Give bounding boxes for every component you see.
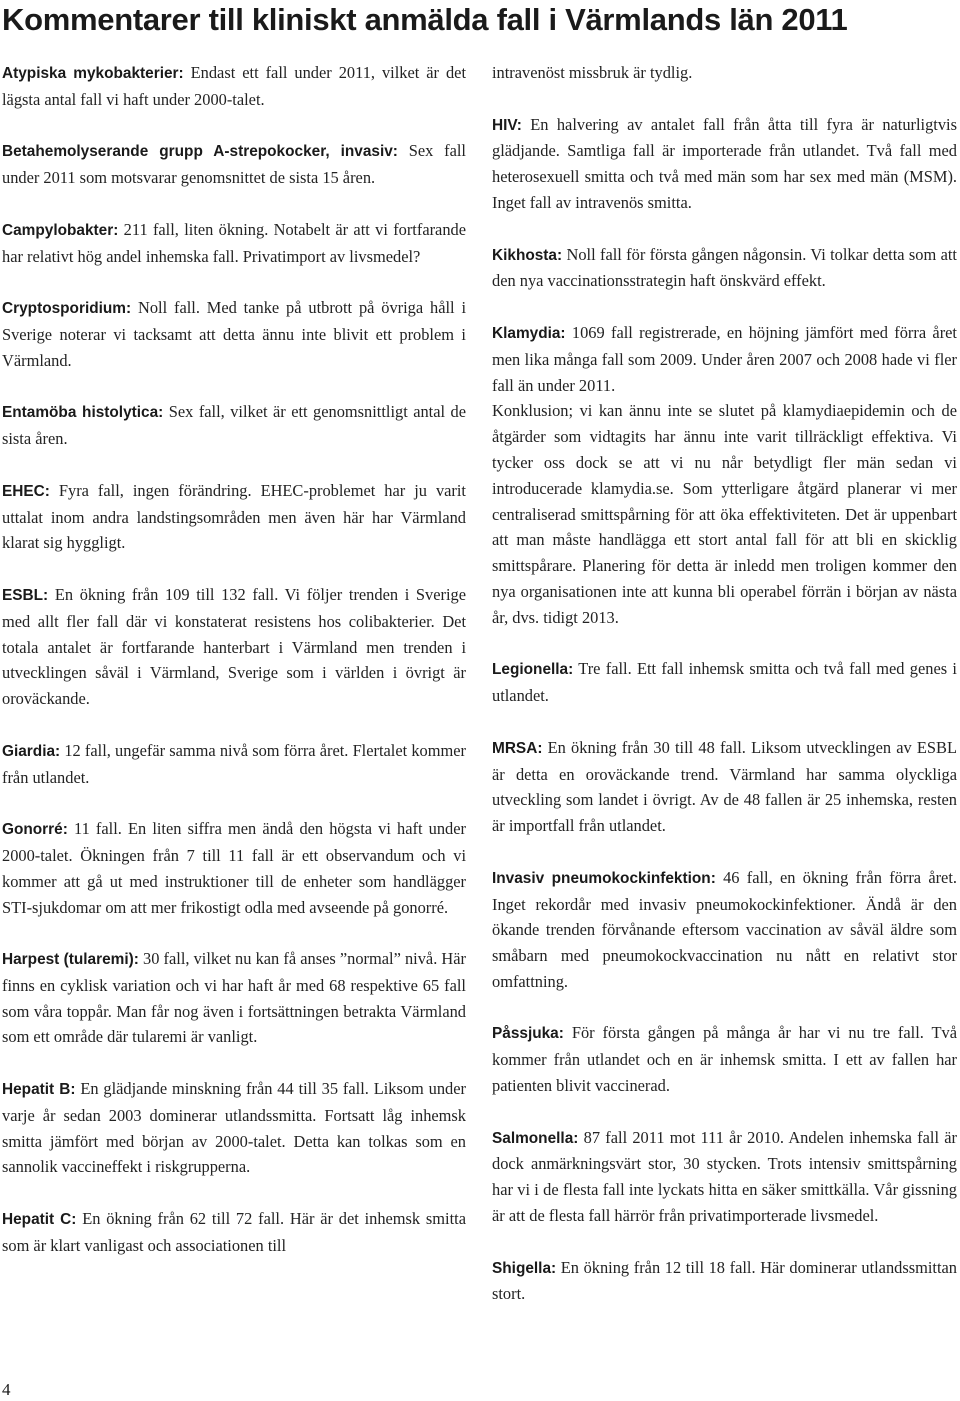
- entry-text: En ökning från 12 till 18 fall. Här dominerar utlandssmittan stort.: [492, 1257, 957, 1304]
- entry-text: intravenöst missbruk är tydlig.: [492, 63, 693, 82]
- entry-betahemolyserande-streptokocker: [2, 138, 466, 191]
- entry-heading: Giardia:: [2, 742, 61, 760]
- entry-text: Sex fall, vilket är ett genomsnittligt antal de sista åren.: [2, 402, 466, 449]
- entry-salmonella: [492, 1125, 957, 1229]
- entry-text: 12 fall, ungefär samma nivå som förra året. Flertalet kommer från utlandet.: [2, 740, 466, 787]
- entry-passjuka: [492, 1020, 957, 1098]
- entry-legionella: [492, 656, 957, 709]
- entry-text: 46 fall, en ökning från förra året. Inget rekordår med invasiv pneumokockinfektioner. Ändå är den ökande trenden förvånande eftersom vaccination av såväl äldre som småbarn med pneumokockvaccination nu nått en relativt stor omfattning.: [492, 867, 957, 991]
- entry-text: 11 fall. En liten siffra men ändå den högsta vi haft under 2000-talet. Ökningen från 7 till 11 fall är ett observandum och vi kommer att gå ut med instruktioner till de enheter som handlägger STI-sjukdomar om att mer frikostigt odla med avseende på gonorré.: [2, 819, 466, 917]
- entry-hepatit-c: [2, 1206, 466, 1259]
- page-number: 4: [2, 1380, 11, 1399]
- entry-hepatit-b: [2, 1076, 466, 1180]
- entry-campylobakter: [2, 217, 466, 270]
- entry-text: Konklusion; vi kan ännu inte se slutet på klamydiaepidemin och de åtgärder som vidtagits har ännu inte varit tillräckligt effektiva. Vi tycker oss dock se att vi nu når betydligt fler män sedan vi introducerade klamydia.se. Som ytterligare åtgärd planerar vi mer centraliserad smittspårning för att öka effektiviteten. Det är uppenbart att man måste handlägga ett stort antal fall för att bli en skicklig smittspårare. Planering för detta är inledd men troligen kommer den nya organisationen inte att kunna bli operabel förrän i början av nästa år, dvs. tidigt 2013.: [492, 401, 957, 627]
- entry-cryptosporidium: [2, 295, 466, 373]
- entry-hiv: [492, 112, 957, 216]
- entry-text: Tre fall. Ett fall inhemsk smitta och två fall med genes i utlandet.: [492, 659, 957, 706]
- entry-heading: Shigella:: [492, 1259, 557, 1277]
- entry-heading: Atypiska mykobakterier:: [2, 65, 184, 82]
- entry-harpest: [2, 946, 466, 1050]
- entry-heading: Campylobakter:: [2, 221, 119, 239]
- entry-text: 211 fall, liten ökning. Notabelt är att vi fortfarande har relativt hög andel inhemska fall. Privatimport av livsmedel?: [2, 219, 466, 266]
- entry-heading: Hepatit C:: [2, 1211, 77, 1229]
- entry-heading: Gonorré:: [2, 821, 68, 839]
- right-column: [492, 60, 957, 1333]
- entry-heading: Hepatit B:: [2, 1081, 76, 1099]
- entry-heading: Salmonella:: [492, 1129, 579, 1147]
- entry-heading: Legionella:: [492, 661, 574, 679]
- entry-heading: Harpest (tularemi):: [2, 951, 139, 969]
- page-title: Kommentarer till kliniskt anmälda fall i Värmlands län 2011: [2, 2, 848, 37]
- entry-atypiska-mykobakterier: [2, 60, 466, 113]
- entry-heading: Klamydia:: [492, 324, 566, 342]
- entry-text: Sex fall under 2011 som motsvarar genomsnittet de sista 15 åren.: [2, 141, 466, 188]
- entry-text: 87 fall 2011 mot 111 år 2010. Andelen inhemska fall är dock anmärkningsvärt stor, 30 stycken. Trots intensiv smittspårning har vi i de flesta fall inte lyckats hitta en säker smittkälla. Vår gissning är att de flesta fall härrör från privatimporterade livsmedel.: [492, 1127, 957, 1226]
- entry-klamydia: [492, 320, 957, 398]
- entry-heading: Cryptosporidium:: [2, 300, 132, 318]
- entry-text: Endast ett fall under 2011, vilket är det lägsta antal fall vi haft under 2000-talet.: [2, 63, 466, 109]
- entry-klamydia-konklusion: [492, 398, 957, 630]
- entry-heading: MRSA:: [492, 739, 543, 757]
- entry-heading: Invasiv pneumokockinfektion:: [492, 869, 716, 887]
- entry-esbl: [2, 582, 466, 712]
- entry-text: 30 fall, vilket nu kan få anses ”normal” nivå. Här finns en cyklisk variation och vi har haft år med 68 respektive 65 fall som våra toppår. Man får nog även i fortsättningen betrakta Värmland som ett område där tularemi är vanligt.: [2, 949, 466, 1047]
- entry-hepatit-c-continued: [492, 60, 957, 86]
- entry-heading: Entamöba histolytica:: [2, 404, 164, 422]
- entry-ehec: [2, 478, 466, 556]
- entry-entamoba-histolytica: [2, 399, 466, 452]
- entry-heading: EHEC:: [2, 482, 50, 500]
- left-column: [2, 60, 466, 1284]
- entry-heading: Kikhosta:: [492, 246, 563, 264]
- entry-gonorre: [2, 816, 466, 920]
- entry-heading: HIV:: [492, 116, 522, 134]
- entry-text: En glädjande minskning från 44 till 35 fall. Liksom under varje år sedan 2003 dominerar utlandssmitta. Fortsatt låg inhemsk smitta jämfört med början av 2000-talet. Detta kan tolkas som en sannolik vaccineffekt i riskgrupperna.: [2, 1079, 466, 1177]
- entry-text: Noll fall. Med tanke på utbrott på övriga håll i Sverige noterar vi tacksamt att detta ännu inte blivit ett problem i Värmland.: [2, 298, 466, 370]
- entry-giardia: [2, 738, 466, 791]
- entry-text: 1069 fall registrerade, en höjning jämfört med förra året men lika många fall som 2009. Under åren 2007 och 2008 hade vi fler fall än under 2011.: [492, 322, 957, 395]
- entry-text: Fyra fall, ingen förändring. EHEC-problemet har ju varit uttalat inom andra landstingsområden men även här har Värmland klarat sig hyggligt.: [2, 480, 466, 553]
- entry-kikhosta: [492, 242, 957, 295]
- entry-text: Noll fall för första gången någonsin. Vi tolkar detta som att den nya vaccinationsstrategin haft önskvärd effekt.: [492, 244, 957, 291]
- entry-heading: Betahemolyserande grupp A-strepokocker, invasiv:: [2, 143, 398, 161]
- entry-text: En ökning från 30 till 48 fall. Liksom utvecklingen av ESBL är detta en oroväckande trend. Värmland har samma olyckliga utveckling som landet i övrigt. Av de 48 fallen är 25 inhemska, resten är importfall från utlandet.: [492, 737, 957, 836]
- entry-mrsa: [492, 735, 957, 839]
- entry-text: En ökning från 109 till 132 fall. Vi följer trenden i Sverige med allt fler fall där vi konstaterat resistens hos colibakterier. Det totala antalet är fortfarande hanterbart i Värmland men trenden i utvecklingen såväl i Värmland, Sverige som i världen i övrigt är oroväckande.: [2, 584, 466, 709]
- entry-invasiv-pneumokockinfektion: [492, 865, 957, 995]
- entry-text: En ökning från 62 till 72 fall. Här är det inhemsk smitta som är klart vanligast och associationen till: [2, 1209, 466, 1255]
- entry-text: En halvering av antalet fall från åtta till fyra är naturligtvis glädjande. Samtliga fall är importerade från utlandet. Två fall med heterosexuell smitta och två med män som har sex med män (MSM). Inget fall av intravenös smitta.: [492, 114, 957, 212]
- entry-heading: ESBL:: [2, 586, 49, 604]
- entry-shigella: [492, 1255, 957, 1308]
- entry-text: För första gången på många år har vi nu tre fall. Två kommer från utlandet och en är inhemsk smitta. I ett av fallen har patienten blivit vaccinerad.: [492, 1023, 957, 1096]
- entry-heading: Påssjuka:: [492, 1025, 564, 1043]
